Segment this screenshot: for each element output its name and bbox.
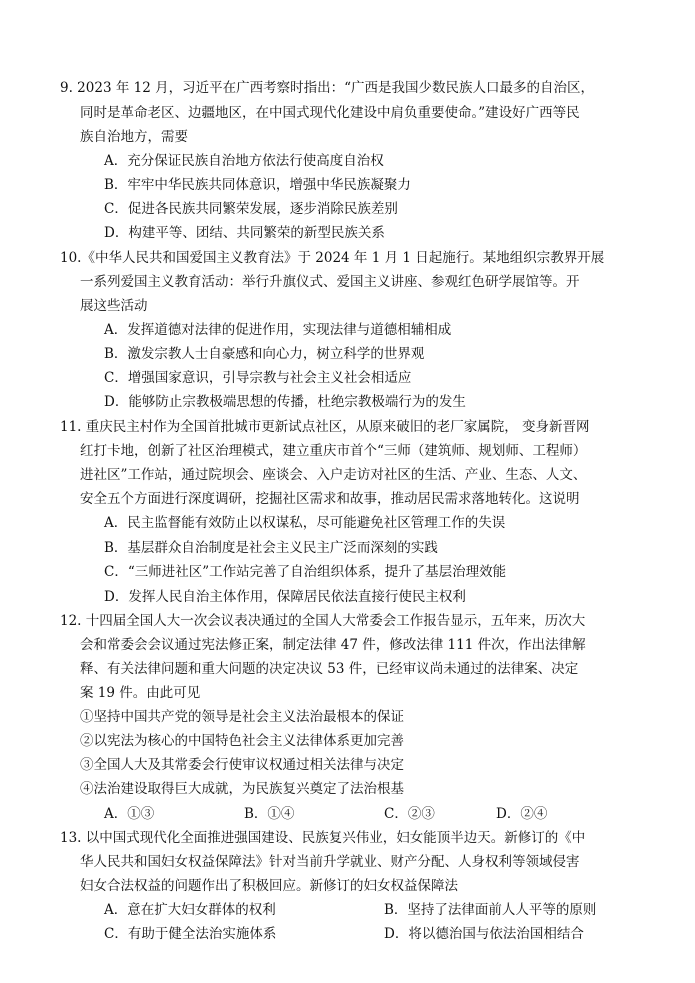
option-a: A．充分保证民族自治地方依法行使高度自治权 — [104, 153, 384, 169]
option-a: A．发挥道德对法律的促进作用，实现法律与道德相辅相成 — [104, 322, 452, 338]
option-c: C．促进各民族共同繁荣发展，逐步消除民族差别 — [104, 201, 398, 217]
question-text-line: 同时是革命老区、边疆地区，在中国式现代化建设中肩负重要使命。”建设好广西等民 — [80, 105, 580, 121]
question-text-line: 13. 以中国式现代化全面推进强国建设、民族复兴伟业，妇女能顶半边天。新修订的《中 — [60, 830, 586, 846]
option-d: D．将以德治国与依法治国相结合 — [384, 926, 584, 942]
option-c: C．有助于健全法治实施体系 — [104, 926, 277, 942]
option-a: A．①③ — [104, 806, 155, 822]
option-b: B．①④ — [244, 806, 295, 822]
statement-4: ④法治建设取得巨大成就，为民族复兴奠定了法治根基 — [80, 781, 404, 797]
question-text-line: 10.《中华人民共和国爱国主义教育法》于 2024 年 1 月 1 日起施行。某地组织宗教界开展 — [60, 250, 605, 266]
question-text-line: 案 19 件。由此可见 — [80, 685, 201, 701]
question-text-line: 9. 2023 年 12 月，习近平在广西考察时指出：“广西是我国少数民族人口最多的自治区， — [60, 80, 594, 96]
question-text-line: 进社区”工作站，通过院坝会、座谈会、入户走访对社区的生活、产业、生态、人文、 — [80, 467, 587, 483]
question-text-line: 一系列爱国主义教育活动：举行升旗仪式、爱国主义讲座、参观红色研学展馆等。开 — [80, 274, 580, 290]
option-a: A．民主监督能有效防止以权谋私，尽可能避免社区管理工作的失误 — [104, 515, 506, 531]
question-text-line: 11. 重庆民主村作为全国首批城市更新试点社区，从原来破旧的老厂家属院， 变身新晋网 — [60, 419, 590, 435]
question-text-line: 12. 十四届全国人大一次会议表决通过的全国人大常委会工作报告显示，五年来，历次大 — [60, 613, 586, 629]
question-text-line: 红打卡地，创新了社区治理模式，建立重庆市首个“三师（建筑师、规划师、工程师） — [80, 443, 587, 459]
question-text-line: 展这些活动 — [80, 298, 148, 314]
statement-1: ①坚持中国共产党的领导是社会主义法治最根本的保证 — [80, 709, 404, 725]
question-text-line: 会和常委会会议通过宪法修正案，制定法律 47 件，修改法律 111 件次，作出法律解 — [80, 637, 586, 653]
option-c: C．增强国家意识，引导宗教与社会主义社会相适应 — [104, 370, 412, 386]
option-b: B．激发宗教人士自豪感和向心力，树立科学的世界观 — [104, 346, 425, 362]
option-c: C．“三师进社区”工作站完善了自治组织体系，提升了基层治理效能 — [104, 564, 507, 580]
statement-3: ③全国人大及其常委会行使审议权通过相关法律与决定 — [80, 757, 404, 773]
option-a: A．意在扩大妇女群体的权利 — [104, 902, 276, 918]
option-c: C．②③ — [384, 806, 435, 822]
question-text-line: 安全五个方面进行深度调研，挖掘社区需求和故事，推动居民需求落地转化。这说明 — [80, 491, 580, 507]
option-d: D．②④ — [496, 806, 548, 822]
statement-2: ②以宪法为核心的中国特色社会主义法律体系更加完善 — [80, 733, 404, 749]
option-b: B．基层群众自治制度是社会主义民主广泛而深刻的实践 — [104, 540, 438, 556]
question-text-line: 族自治地方，需要 — [80, 129, 188, 145]
option-b: B．牢牢中华民族共同体意识，增强中华民族凝聚力 — [104, 177, 411, 193]
option-d: D．构建平等、团结、共同繁荣的新型民族关系 — [104, 225, 385, 241]
option-d: D．能够防止宗教极端思想的传播，杜绝宗教极端行为的发生 — [104, 394, 466, 410]
question-text-line: 华人民共和国妇女权益保障法》针对当前升学就业、财产分配、人身权利等领域侵害 — [80, 854, 580, 870]
option-d: D．发挥人民自治主体作用，保障居民依法直接行使民主权利 — [104, 589, 466, 605]
question-text-line: 释、有关法律问题和重大问题的决定决议 53 件，已经审议尚未通过的法律案、决定 — [80, 661, 579, 677]
option-b: B．坚持了法律面前人人平等的原则 — [384, 902, 597, 918]
question-text-line: 妇女合法权益的问题作出了积极回应。新修订的妇女权益保障法 — [80, 878, 458, 894]
